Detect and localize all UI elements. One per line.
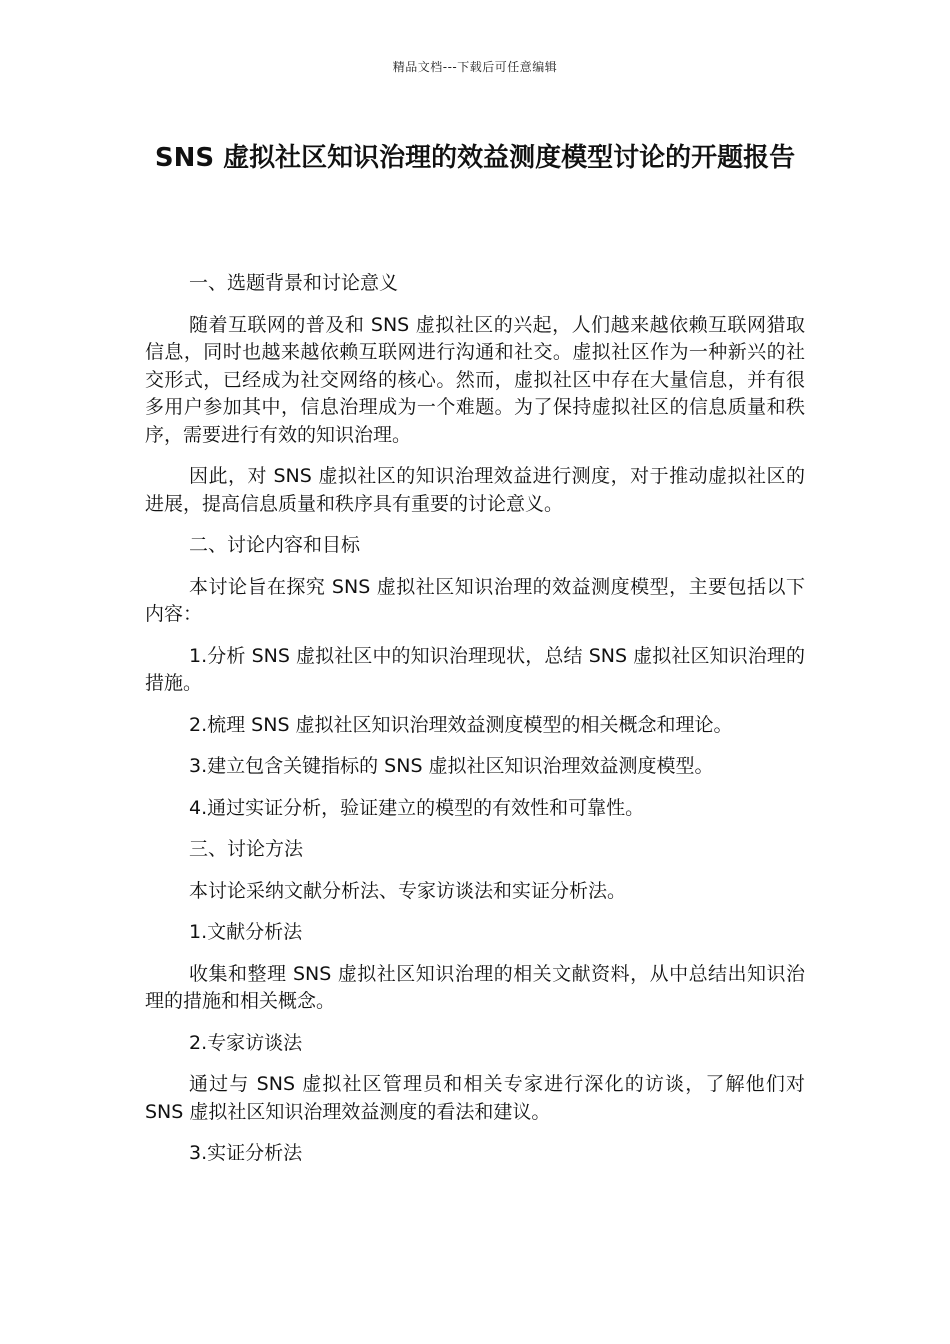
paragraph: 收集和整理 SNS 虚拟社区知识治理的相关文献资料，从中总结出知识治理的措施和相关概念。	[145, 962, 805, 1012]
list-item: 3.建立包含关键指标的 SNS 虚拟社区知识治理效益测度模型。	[189, 755, 714, 777]
document-title: SNS 虚拟社区知识治理的效益测度模型讨论的开题报告	[154, 143, 796, 173]
paragraph: 随着互联网的普及和 SNS 虚拟社区的兴起，人们越来越依赖互联网猎取信息，同时也越来越依赖互联网进行沟通和社交。虚拟社区作为一种新兴的社交形式，已经成为社交网络的核心。然而，虚拟社区中存在大量信息，并有很多用户参加其中，信息治理成为一个难题。为了保持虚拟社区的信息质量和秩序，需要进行有效的知识治理。	[145, 313, 805, 446]
paragraph: 本讨论采纳文献分析法、专家访谈法和实证分析法。	[189, 879, 627, 902]
subheading: 3.实证分析法	[189, 1142, 303, 1164]
document-body	[145, 270, 805, 1182]
header-note: 精品文档---下载后可任意编辑	[392, 60, 558, 74]
subheading: 2.专家访谈法	[189, 1031, 303, 1054]
section-heading-method: 三、讨论方法	[189, 838, 304, 860]
paragraph: 本讨论旨在探究 SNS 虚拟社区知识治理的效益测度模型，主要包括以下内容：	[145, 575, 805, 625]
section-heading-content: 二、讨论内容和目标	[189, 534, 361, 556]
list-item: 2.梳理 SNS 虚拟社区知识治理效益测度模型的相关概念和理论。	[189, 713, 733, 736]
paragraph: 通过与 SNS 虚拟社区管理员和相关专家进行深化的访谈，了解他们对 SNS 虚拟社区知识治理效益测度的看法和建议。	[145, 1073, 805, 1123]
section-heading-background: 一、选题背景和讨论意义	[189, 272, 399, 294]
subheading: 1.文献分析法	[189, 921, 303, 943]
list-item: 4.通过实证分析，验证建立的模型的有效性和可靠性。	[189, 796, 645, 819]
paragraph: 因此，对 SNS 虚拟社区的知识治理效益进行测度，对于推动虚拟社区的进展，提高信息质量和秩序具有重要的讨论意义。	[145, 465, 805, 515]
list-item: 1.分析 SNS 虚拟社区中的知识治理现状，总结 SNS 虚拟社区知识治理的措施。	[145, 644, 805, 694]
